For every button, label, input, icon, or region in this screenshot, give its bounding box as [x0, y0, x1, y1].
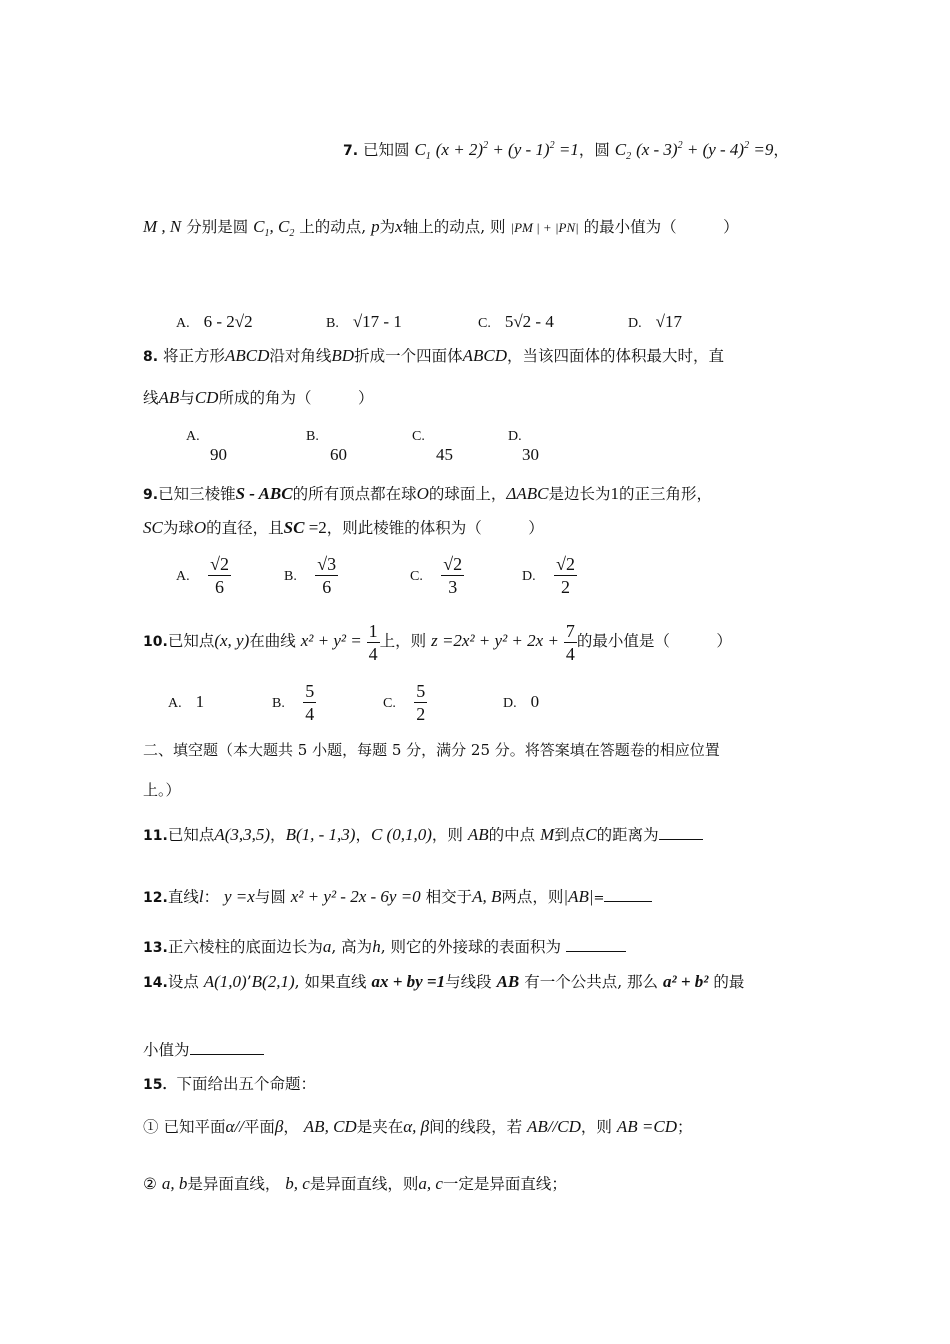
q15-prop1 [143, 1115, 810, 1139]
q14-text-l2: 小值为 [143, 1041, 190, 1059]
q15-intro: 下面给出五个命题： [176, 1075, 316, 1093]
q9-o2: O [193, 518, 207, 537]
q11-sep2: ， [355, 826, 371, 844]
q14-text-e: 的最 [713, 973, 745, 991]
q13-text-c: , 则它的外接球的表面积为 [380, 938, 562, 956]
q12-l: l [198, 887, 204, 906]
q14-text-b: , 如果直线 [294, 973, 367, 991]
option-value: 45 [436, 445, 453, 464]
q9-text-c: 的球面上， [428, 485, 507, 503]
option-fraction: $\frac{√3}{6}$ [317, 554, 337, 597]
option-label: B. [284, 568, 297, 584]
q12-abs: |AB| [563, 887, 594, 906]
q8-abcd2: ABCD [462, 346, 507, 365]
option-label: A. [168, 696, 182, 711]
q11-text-e: 的距离为 [596, 826, 659, 844]
q8-text-b: 沿对角线 [269, 347, 332, 365]
q7-line1 [343, 134, 810, 169]
q11-line [143, 823, 810, 848]
q9-text-b: 的所有顶点都在球 [292, 485, 417, 503]
option-label: A. [176, 568, 190, 584]
q14-pa: A(1,0) [203, 972, 247, 991]
q9-text-e: 的正三角形， [619, 485, 713, 503]
q15-line1 [143, 1072, 810, 1097]
q12-text-b: 与圆 [254, 888, 286, 906]
q10-frac2: $\frac{7}{4}$ [565, 620, 575, 664]
q8-l2b: 与 [179, 389, 195, 407]
option-label: C. [412, 429, 425, 444]
option-fraction: $\frac{√2}{3}$ [443, 554, 463, 597]
q15-p2-num: ② [143, 1175, 157, 1193]
q14-line1 [143, 970, 810, 995]
q15-p1-e: 间的线段，若 [429, 1118, 523, 1136]
q15-p2-c: 一定是异面直线； [442, 1175, 567, 1193]
q10-text-b: 在曲线 [249, 632, 296, 650]
q9-l2c: ，则此棱锥的体积为（ ） [326, 519, 544, 537]
option-label: C. [410, 568, 423, 584]
q9-line1 [143, 482, 810, 507]
q11-pa: A(3,3,5) [214, 825, 271, 844]
q12-number: 12. [143, 890, 168, 906]
q9-number: 9. [143, 487, 159, 503]
q7-number: 7. [343, 143, 359, 159]
option-label: B. [306, 429, 319, 444]
q11-pb: B(1, - 1,3) [285, 825, 356, 844]
q11-sep1: ， [270, 826, 286, 844]
q15-p2-a: 是异面直线， [187, 1175, 281, 1193]
option-value: 5√2 - 4 [504, 312, 554, 331]
q9-option-c[interactable] [410, 553, 464, 598]
q11-m: M [540, 825, 555, 844]
q9-text-d: 是边长为 [548, 485, 611, 503]
q15-alpha: α [225, 1117, 235, 1136]
q15-p2-bc: b, c [285, 1174, 310, 1193]
q7-text: 已知圆 [363, 141, 410, 159]
q13-number: 13. [143, 940, 168, 956]
option-label: D. [628, 316, 642, 331]
q7-option-c[interactable] [478, 312, 554, 332]
q7-l2d: 轴上的动点, 则 [402, 218, 506, 236]
option-value: 30 [522, 445, 539, 464]
q15-p1-d: 是夹在 [356, 1118, 404, 1136]
option-label: D. [508, 429, 522, 444]
q10-option-d[interactable] [503, 692, 539, 712]
q7-eq1: $(x + 2)^2 + (y - 1)^2 =1$ [435, 140, 579, 159]
q7-x: x [395, 217, 403, 236]
q14-answer-blank[interactable] [190, 1053, 264, 1055]
q8-option-d[interactable] [508, 428, 539, 465]
option-value: 90 [210, 445, 227, 464]
q13-text-b: , 高为 [331, 938, 373, 956]
q9-option-a[interactable] [176, 553, 231, 598]
q14-expr: a² + b² [662, 972, 709, 991]
q10-text: 已知点 [167, 632, 215, 650]
q9-one: 1 [610, 484, 620, 503]
q15-ab2: α, β [403, 1117, 430, 1136]
q14-text: 设点 [167, 973, 199, 991]
q14-ab: AB [496, 972, 520, 991]
q8-number: 8. [143, 349, 159, 365]
q10-option-b[interactable] [272, 680, 316, 725]
q15-number: 15． [143, 1077, 177, 1093]
q9-option-b[interactable] [284, 553, 338, 598]
q9-eq: =2 [304, 518, 327, 537]
option-label: B. [272, 695, 285, 711]
q13-a: a [322, 937, 332, 956]
q15-par: // [234, 1117, 244, 1136]
q8-abcd: ABCD [225, 346, 270, 365]
q11-text-c: 的中点 [488, 826, 536, 844]
q12-colon: ： [203, 888, 220, 906]
q7-c1: $C_1$ [414, 140, 431, 162]
q15-p1-g: ； [676, 1118, 693, 1136]
q7-circles: $C_1$, $C_2$ [253, 217, 295, 239]
q11-pc: C (0,1,0) [370, 825, 432, 844]
q15-p1-f: ，则 [580, 1118, 612, 1136]
q7-pmpn: |PM | + |PN| [510, 220, 579, 235]
q15-prop2 [143, 1172, 810, 1196]
q8-text-c: 折成一个四面体 [354, 347, 463, 365]
option-value: √17 - 1 [352, 312, 402, 331]
q15-abcd: AB, CD [303, 1117, 357, 1136]
q11-answer-blank[interactable] [659, 838, 703, 840]
q7-l2e: 的最小值为（ ） [583, 218, 739, 236]
q15-beta: β [274, 1117, 284, 1136]
q7-l2c: 为 [379, 218, 396, 236]
q7-c2: $C_2$ [614, 140, 632, 162]
q14-text-c: 与线段 [445, 973, 492, 991]
q11-c: C [585, 825, 597, 844]
q11-text: 已知点 [167, 826, 215, 844]
q10-option-c[interactable] [383, 680, 427, 725]
q8-option-b[interactable] [306, 428, 347, 465]
q7-option-b[interactable] [326, 312, 402, 332]
q9-text: 已知三棱锥 [158, 485, 236, 503]
q15-res: AB =CD [616, 1117, 677, 1136]
q14-sep: ’ [246, 973, 252, 991]
q15-p1-c: ， [283, 1118, 299, 1136]
q12-ab: A, B [472, 887, 502, 906]
q9-tri: ΔABC [506, 484, 549, 503]
option-label: D. [522, 568, 536, 584]
q15-ab3: AB [527, 1117, 548, 1136]
option-fraction: $\frac{√2}{2}$ [556, 554, 575, 597]
q10-option-a[interactable] [168, 692, 204, 712]
option-value: 0 [530, 692, 540, 711]
q9-l2a: 为球 [162, 519, 194, 537]
section2-heading: 二、填空题（本大题共 5 小题，每题 5 分，满分 25 分。将答案填在答题卷的相应位置 [143, 741, 720, 759]
option-label: A. [186, 429, 200, 444]
option-fraction: $\frac{5}{4}$ [305, 681, 315, 724]
q12-text-c: 相交于 [425, 888, 473, 906]
q12-text-d: 两点，则 [501, 888, 564, 906]
q8-text-d: ，当该四面体的体积最大时，直 [507, 347, 725, 365]
option-label: C. [478, 316, 491, 331]
option-value: 6 - 2√2 [203, 312, 253, 331]
q10-text-c: 上，则 [379, 632, 427, 650]
q7-option-d[interactable] [628, 312, 682, 332]
option-fraction: $\frac{5}{2}$ [416, 681, 426, 724]
q7-p: p [371, 217, 380, 236]
q8-option-a[interactable] [186, 428, 227, 465]
q8-line2 [143, 386, 810, 410]
q13-line [143, 935, 810, 960]
q9-line2 [143, 516, 810, 540]
q10-frac1: $\frac{1}{4}$ [368, 620, 378, 664]
option-value: 1 [195, 692, 205, 711]
q12-yx: y =x [224, 887, 255, 906]
q15-p2-b: 是异面直线，则 [309, 1175, 419, 1193]
q7-text-end: ， [773, 141, 789, 159]
q15-p2-ac: a, c [418, 1174, 443, 1193]
q7-eq2: (x - 3)$^2$ + (y - 4)$^2$ =9 [636, 140, 774, 159]
q14-line-eq: ax + by =1 [371, 972, 446, 991]
q12-answer-blank[interactable] [604, 900, 652, 902]
option-value: √17 [655, 312, 682, 331]
q13-h: h [372, 937, 381, 956]
q10-curve: x² + y² = [300, 631, 362, 650]
q10-text-d: 的最小值是（ ） [576, 632, 732, 650]
q13-text: 正六棱柱的底面边长为 [167, 938, 323, 956]
q8-cd: CD [194, 388, 219, 407]
q11-text-b: ，则 [431, 826, 463, 844]
q11-text-d: 到点 [554, 826, 586, 844]
option-value: 60 [330, 445, 347, 464]
q8-l2c: 所成的角为（ ） [218, 389, 374, 407]
q7-line2 [143, 215, 810, 246]
q10-number: 10. [143, 634, 168, 650]
q10-z: z =2x² + y² + 2x + [431, 631, 559, 650]
q12-text: 直线 [167, 888, 199, 906]
q10-line1 [143, 618, 810, 665]
q8-l2a: 线 [143, 389, 159, 407]
option-label: D. [503, 696, 517, 711]
q8-option-c[interactable] [412, 428, 453, 465]
q14-line2 [143, 1038, 810, 1062]
q9-sc: SC [143, 518, 163, 537]
q9-option-d[interactable] [522, 553, 577, 598]
q7-option-a[interactable] [176, 312, 253, 332]
option-label: B. [326, 316, 339, 331]
q8-line1 [143, 344, 810, 369]
q15-p2-ab: a, b [161, 1174, 188, 1193]
q9-o: O [416, 484, 429, 503]
q14-number: 14. [143, 975, 168, 991]
q9-sabc: S - ABC [235, 484, 293, 503]
q14-pb: B(2,1) [251, 972, 295, 991]
q14-text-d: 有一个公共点, 那么 [524, 973, 659, 991]
option-label: A. [176, 316, 190, 331]
q11-ab: AB [467, 825, 489, 844]
option-label: C. [383, 695, 396, 711]
q15-p1-b: 平面 [243, 1118, 275, 1136]
q8-ab: AB [158, 388, 180, 407]
q7-l2a: 分别是圆 [186, 218, 249, 236]
q15-par2: // [547, 1117, 558, 1136]
q15-p1-a: 已知平面 [163, 1118, 226, 1136]
q7-text-2: ，圆 [578, 141, 610, 159]
q9-sc2: SC [283, 518, 305, 537]
q8-text: 将正方形 [163, 347, 226, 365]
section2-heading-2: 上。） [143, 781, 181, 799]
q15-p1-num: ① [143, 1118, 159, 1136]
q12-line [143, 885, 810, 911]
option-fraction: $\frac{√2}{6}$ [210, 554, 229, 597]
q12-circle: x² + y² - 2x - 6y =0 [290, 887, 421, 906]
q9-l2b: 的直径，且 [206, 519, 284, 537]
q12-eq: = [593, 891, 605, 906]
q7-l2b: 上的动点, [299, 218, 367, 236]
q7-mn: M , N [143, 217, 182, 236]
q15-cd3: CD [557, 1117, 581, 1136]
q8-bd: BD [331, 346, 355, 365]
q11-number: 11. [143, 828, 168, 844]
q10-xy: (x, y) [214, 631, 250, 650]
q13-answer-blank[interactable] [566, 950, 626, 952]
